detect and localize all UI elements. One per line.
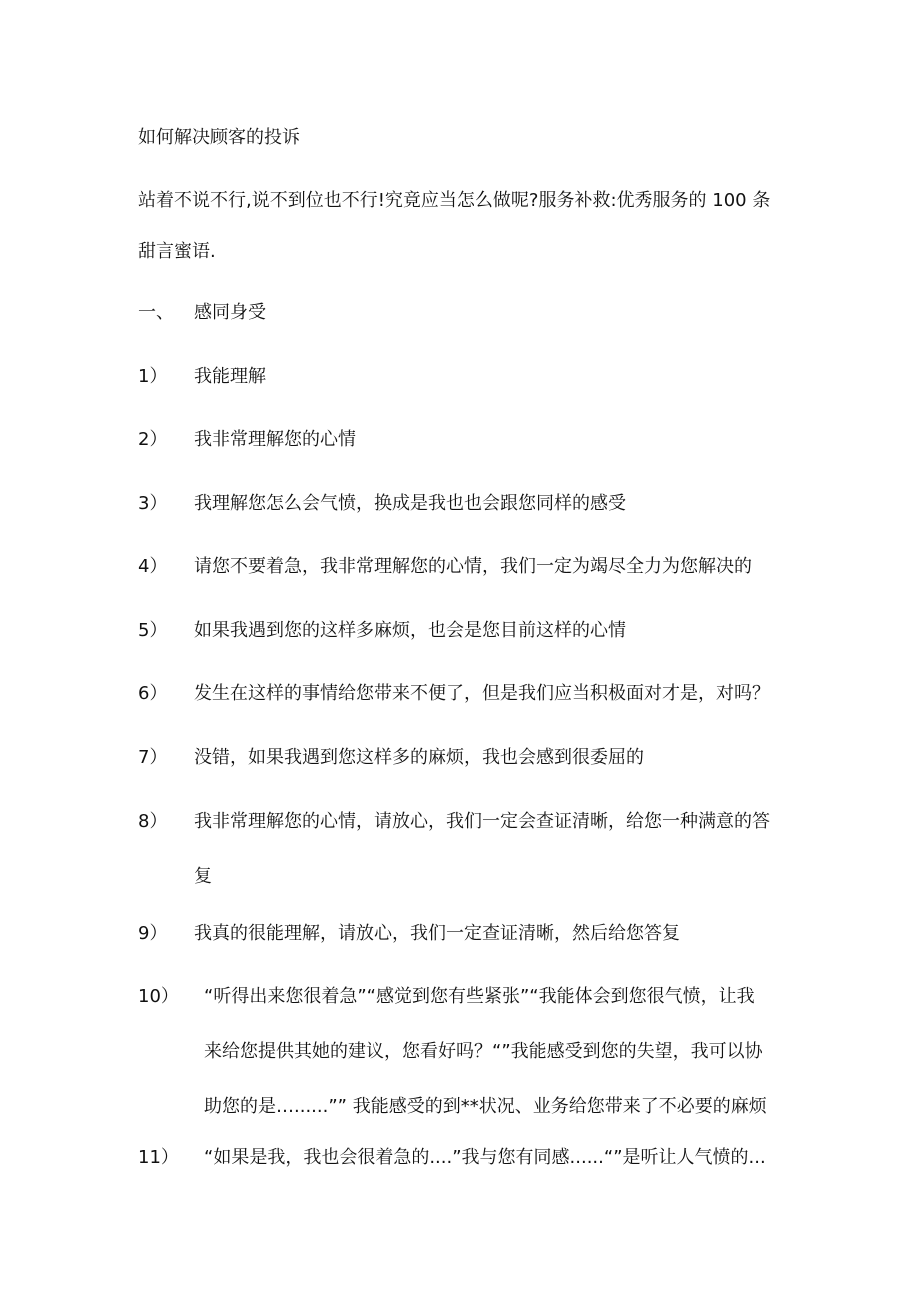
section-number: 一、 bbox=[138, 302, 174, 323]
item-number: 8） bbox=[138, 811, 168, 832]
item-text: 我非常理解您的心情 bbox=[194, 429, 356, 450]
item-text: 没错，如果我遇到您这样多的麻烦，我也会感到很委屈的 bbox=[194, 747, 644, 768]
item-number: 2） bbox=[138, 429, 168, 450]
item-number: 3） bbox=[138, 493, 168, 514]
item-text-continued: 助您的是…......”” 我能感受的到**状况、业务给您带来了不必要的麻烦 bbox=[204, 1096, 767, 1117]
item-text: 我非常理解您的心情，请放心，我们一定会查证清晰，给您一种满意的答 bbox=[194, 811, 770, 832]
item-number: 10） bbox=[138, 986, 179, 1007]
item-number: 5） bbox=[138, 620, 168, 641]
item-text: 我真的很能理解，请放心，我们一定查证清晰，然后给您答复 bbox=[194, 923, 680, 944]
item-text-continued: 来给您提供其她的建议，您看好吗？“”我能感受到您的失望，我可以协 bbox=[204, 1041, 763, 1062]
item-text: 请您不要着急，我非常理解您的心情，我们一定为竭尽全力为您解决的 bbox=[194, 556, 752, 577]
item-text: 如果我遇到您的这样多麻烦，也会是您目前这样的心情 bbox=[194, 620, 626, 641]
intro-line-1: 站着不说不行,说不到位也不行!究竟应当怎么做呢?服务补救:优秀服务的 100 条 bbox=[138, 190, 771, 211]
item-number: 6） bbox=[138, 683, 168, 704]
item-text: 我理解您怎么会气愤，换成是我也也会跟您同样的感受 bbox=[194, 493, 626, 514]
section-title: 感同身受 bbox=[194, 302, 266, 323]
item-text: “如果是我，我也会很着急的....”我与您有同感......“”是听让人气愤的... bbox=[204, 1147, 766, 1168]
item-text: 发生在这样的事情给您带来不便了，但是我们应当积极面对才是，对吗？ bbox=[194, 683, 770, 704]
item-number: 7） bbox=[138, 747, 168, 768]
document-title: 如何解决顾客的投诉 bbox=[138, 127, 300, 148]
intro-line-2: 甜言蜜语. bbox=[138, 241, 216, 262]
item-number: 1） bbox=[138, 366, 168, 387]
item-number: 4） bbox=[138, 556, 168, 577]
item-number: 11） bbox=[138, 1147, 179, 1168]
item-number: 9） bbox=[138, 923, 168, 944]
item-text-continued: 复 bbox=[194, 866, 212, 887]
item-text: “听得出来您很着急”“感觉到您有些紧张”“我能体会到您很气愤，让我 bbox=[204, 986, 755, 1007]
item-text: 我能理解 bbox=[194, 366, 266, 387]
